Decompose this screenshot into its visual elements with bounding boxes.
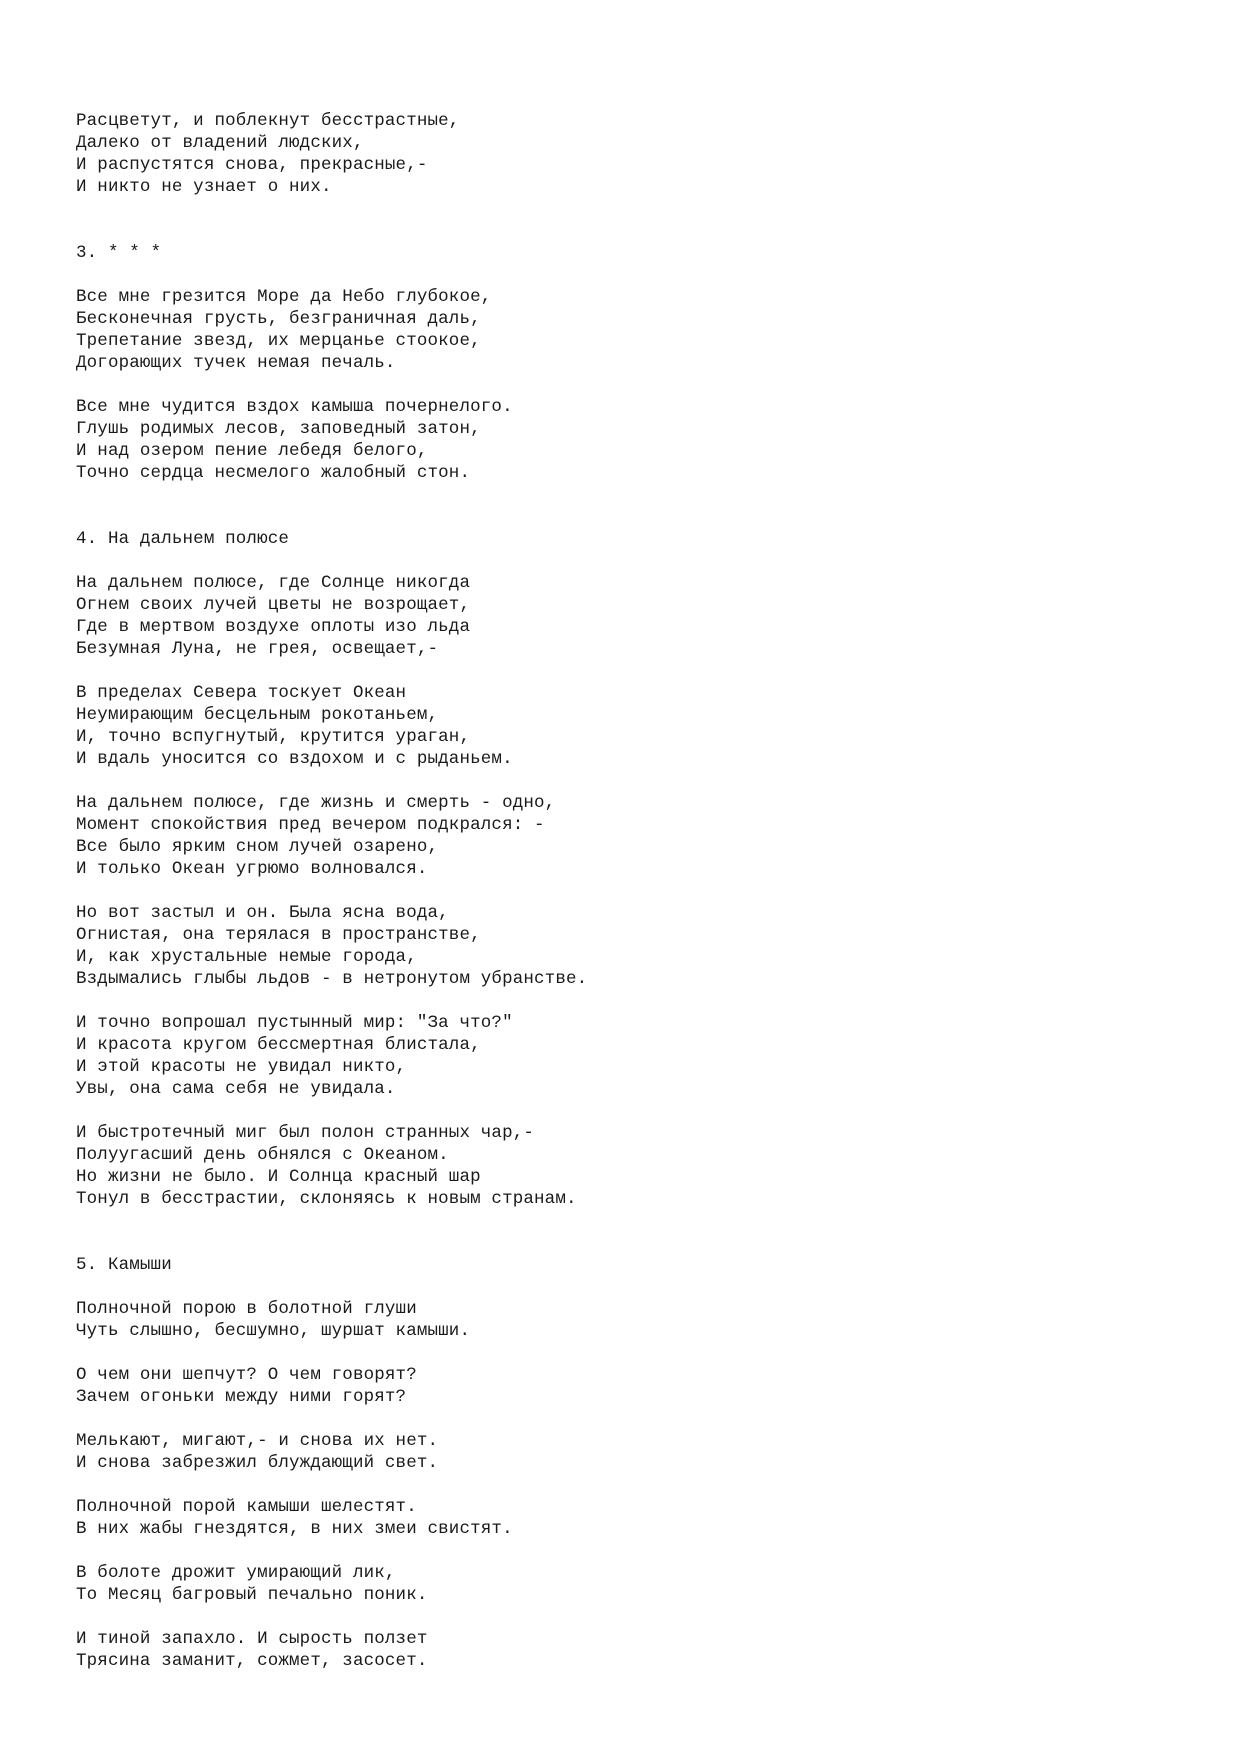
verse-line: В них жабы гнездятся, в них змеи свистят.: [76, 1519, 513, 1539]
verse-line: И вдаль уносится со вздохом и с рыданьем.: [76, 749, 513, 769]
stanza: [76, 792, 1196, 880]
verse-line: И точно вопрошал пустынный мир: "За что?": [76, 1013, 513, 1033]
verse-line: Трепетание звезд, их мерцанье стоокое,: [76, 331, 481, 351]
stanza: [76, 1012, 1196, 1100]
verse-line: Увы, она сама себя не увидала.: [76, 1079, 396, 1099]
stanza: [76, 1298, 1196, 1342]
verse-line: И красота кругом бессмертная блистала,: [76, 1035, 481, 1055]
verse-line: Полуугасший день обнялся с Океаном.: [76, 1145, 449, 1165]
verse-line: И только Океан угрюмо волновался.: [76, 859, 428, 879]
verse-line: И, как хрустальные немые города,: [76, 947, 417, 967]
verse-line: Все мне грезится Море да Небо глубокое,: [76, 287, 492, 307]
poem-title: 3. * * *: [76, 243, 162, 263]
verse-line: Точно сердца несмелого жалобный стон.: [76, 463, 471, 483]
verse-line: Расцветут, и поблекнут бесстрастные,: [76, 111, 460, 131]
stanza: [76, 110, 1196, 198]
verse-line: И этой красоты не увидал никто,: [76, 1057, 407, 1077]
verse-line: Но вот застыл и он. Была ясна вода,: [76, 903, 449, 923]
verse-line: Неумирающим бесцельным рокотаньем,: [76, 705, 439, 725]
verse-line: Далеко от владений людских,: [76, 133, 364, 153]
verse-line: И быстротечный миг был полон странных чар,-: [76, 1123, 535, 1143]
verse-line: В пределах Севера тоскует Океан: [76, 683, 407, 703]
verse-line: Огнистая, она терялася в пространстве,: [76, 925, 481, 945]
verse-line: Безумная Луна, не грея, освещает,-: [76, 639, 439, 659]
verse-line: Момент спокойствия пред вечером подкрался: -: [76, 815, 545, 835]
verse-line: И над озером пение лебедя белого,: [76, 441, 428, 461]
poem-5: [76, 1254, 1196, 1672]
verse-line: Огнем своих лучей цветы не возрощает,: [76, 595, 471, 615]
stanza: [76, 1430, 1196, 1474]
verse-line: И распустятся снова, прекрасные,-: [76, 155, 428, 175]
poem-title: 5. Камыши: [76, 1255, 172, 1275]
verse-line: Полночной порой камыши шелестят.: [76, 1497, 417, 1517]
stanza: [76, 286, 1196, 374]
poem-fragment: [76, 110, 1196, 198]
stanza: [76, 682, 1196, 770]
stanza: [76, 1122, 1196, 1210]
stanza: [76, 396, 1196, 484]
verse-line: Трясина заманит, сожмет, засосет.: [76, 1651, 428, 1671]
verse-line: На дальнем полюсе, где жизнь и смерть - одно,: [76, 793, 556, 813]
stanza: [76, 572, 1196, 660]
verse-line: И снова забрезжил блуждающий свет.: [76, 1453, 439, 1473]
verse-line: Мелькают, мигают,- и снова их нет.: [76, 1431, 439, 1451]
verse-line: Все мне чудится вздох камыша почернелого.: [76, 397, 513, 417]
document-body: [76, 110, 1196, 1672]
verse-line: Но жизни не было. И Солнца красный шар: [76, 1167, 481, 1187]
stanza: [76, 1628, 1196, 1672]
stanza: [76, 1562, 1196, 1606]
verse-line: Все было ярким сном лучей озарено,: [76, 837, 439, 857]
verse-line: О чем они шепчут? О чем говорят?: [76, 1365, 417, 1385]
verse-line: Догорающих тучек немая печаль.: [76, 353, 396, 373]
verse-line: Зачем огоньки между ними горят?: [76, 1387, 407, 1407]
verse-line: Тонул в бесстрастии, склоняясь к новым странам.: [76, 1189, 577, 1209]
verse-line: Бесконечная грусть, безграничная даль,: [76, 309, 481, 329]
stanza: [76, 1364, 1196, 1408]
verse-line: Чуть слышно, бесшумно, шуршат камыши.: [76, 1321, 471, 1341]
verse-line: Глушь родимых лесов, заповедный затон,: [76, 419, 481, 439]
stanza: [76, 1496, 1196, 1540]
verse-line: Полночной порою в болотной глуши: [76, 1299, 417, 1319]
stanza: [76, 902, 1196, 990]
verse-line: Где в мертвом воздухе оплоты изо льда: [76, 617, 471, 637]
verse-line: Вздымались глыбы льдов - в нетронутом убранстве.: [76, 969, 588, 989]
verse-line: И, точно вспугнутый, крутится ураган,: [76, 727, 471, 747]
poem-3: [76, 242, 1196, 484]
verse-line: И никто не узнает о них.: [76, 177, 332, 197]
poem-title: 4. На дальнем полюсе: [76, 529, 290, 549]
verse-line: И тиной запахло. И сырость ползет: [76, 1629, 428, 1649]
verse-line: В болоте дрожит умирающий лик,: [76, 1563, 396, 1583]
verse-line: То Месяц багровый печально поник.: [76, 1585, 428, 1605]
verse-line: На дальнем полюсе, где Солнце никогда: [76, 573, 471, 593]
poem-4: [76, 528, 1196, 1210]
